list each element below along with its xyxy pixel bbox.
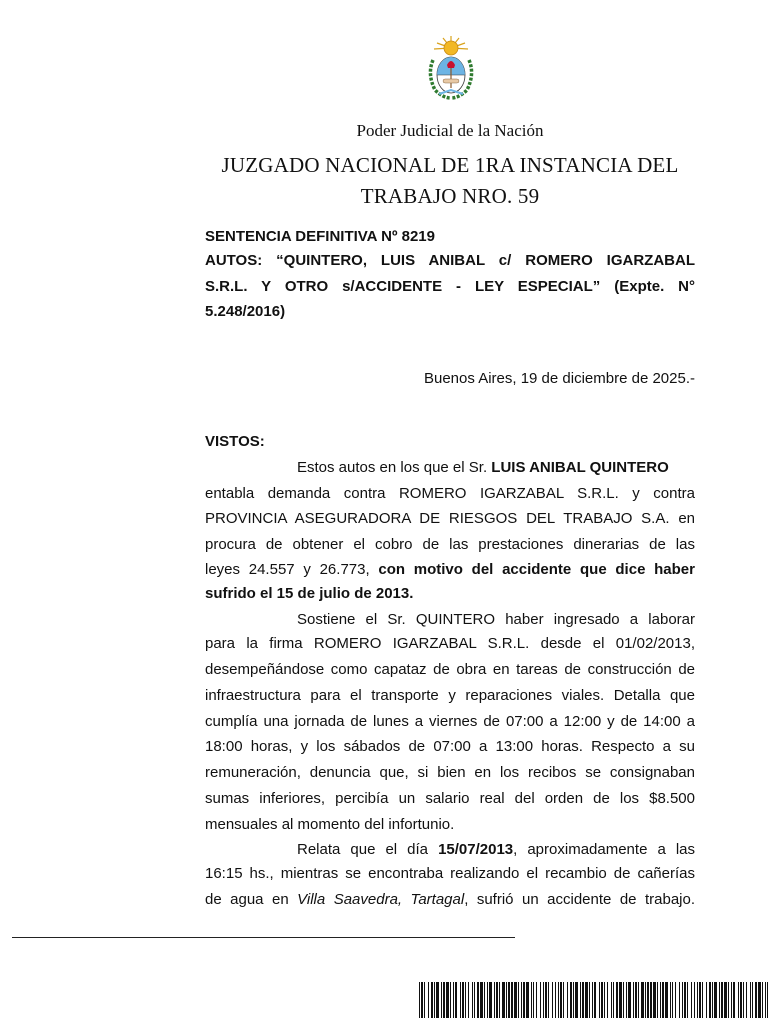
paragraph-2-line-5: cumplía una jornada de lunes a viernes de 07:00 a 12:00 y de 14:00 a: [205, 713, 695, 730]
court-name-line-2: TRABAJO NRO. 59: [360, 184, 540, 208]
paragraph-1-line-3: PROVINCIA ASEGURADORA DE RIESGOS DEL TRABAJO S.A. en: [205, 510, 695, 527]
paragraph-1-line-4: procura de obtener el cobro de las prestaciones dinerarias de las: [205, 536, 695, 553]
paragraph-2-line-6: 18:00 horas, y los sábados de 07:00 a 13:00 horas. Respecto a su: [205, 738, 695, 755]
paragraph-2-line-4: infraestructura para el transporte y reparaciones viales. Detalla que: [205, 687, 695, 704]
barcode-icon: [419, 982, 768, 1018]
paragraph-2-line-8: sumas inferiores, percibía un salario real del orden de los $8.500: [205, 790, 695, 807]
paragraph-3-line-3: de agua en Villa Saavedra, Tartagal, sufrió un accidente de trabajo.: [205, 891, 696, 908]
vistos-heading: VISTOS:: [205, 433, 265, 450]
coat-of-arms-icon: [423, 34, 479, 104]
institution-name: Poder Judicial de la Nación: [356, 121, 544, 140]
paragraph-1-line-2: entabla demanda contra ROMERO IGARZABAL S.R.L. y contra: [205, 485, 695, 502]
paragraph-2-line-2: para la firma ROMERO IGARZABAL S.R.L. desde el 01/02/2013,: [205, 635, 695, 652]
paragraph-3-line-2: 16:15 hs., mientras se encontraba realizando el recambio de cañerías: [205, 865, 695, 882]
case-caption-line-1: AUTOS: “QUINTERO, LUIS ANIBAL c/ ROMERO IGARZABAL: [205, 252, 695, 269]
case-caption-line-2: S.R.L. Y OTRO s/ACCIDENTE - LEY ESPECIAL” (Expte. N°: [205, 278, 695, 295]
case-caption-line-3: 5.248/2016): [205, 303, 286, 320]
paragraph-1-line-6: sufrido el 15 de julio de 2013.: [205, 585, 414, 602]
paragraph-3-line-1: Relata que el día 15/07/2013, aproximadamente a las: [297, 841, 695, 858]
paragraph-1-line-1: Estos autos en los que el Sr. LUIS ANIBAL QUINTERO: [297, 459, 669, 476]
paragraph-2-line-9: mensuales al momento del infortunio.: [205, 816, 455, 833]
court-name-line-1: JUZGADO NACIONAL DE 1RA INSTANCIA DEL: [221, 153, 679, 177]
paragraph-1-line-5: leyes 24.557 y 26.773, con motivo del accidente que dice haber: [205, 561, 695, 578]
paragraph-2-line-3: desempeñándose como capataz de obra en tareas de construcción de: [205, 661, 695, 678]
paragraph-2-line-1: Sostiene el Sr. QUINTERO haber ingresado a laborar: [297, 611, 695, 628]
paragraph-2-line-7: remuneración, denuncia que, si bien en los recibos se consignaban: [205, 764, 695, 781]
date-line: Buenos Aires, 19 de diciembre de 2025.-: [423, 370, 695, 387]
footer-rule: [12, 937, 515, 938]
sentence-number: SENTENCIA DEFINITIVA Nº 8219: [205, 228, 435, 245]
